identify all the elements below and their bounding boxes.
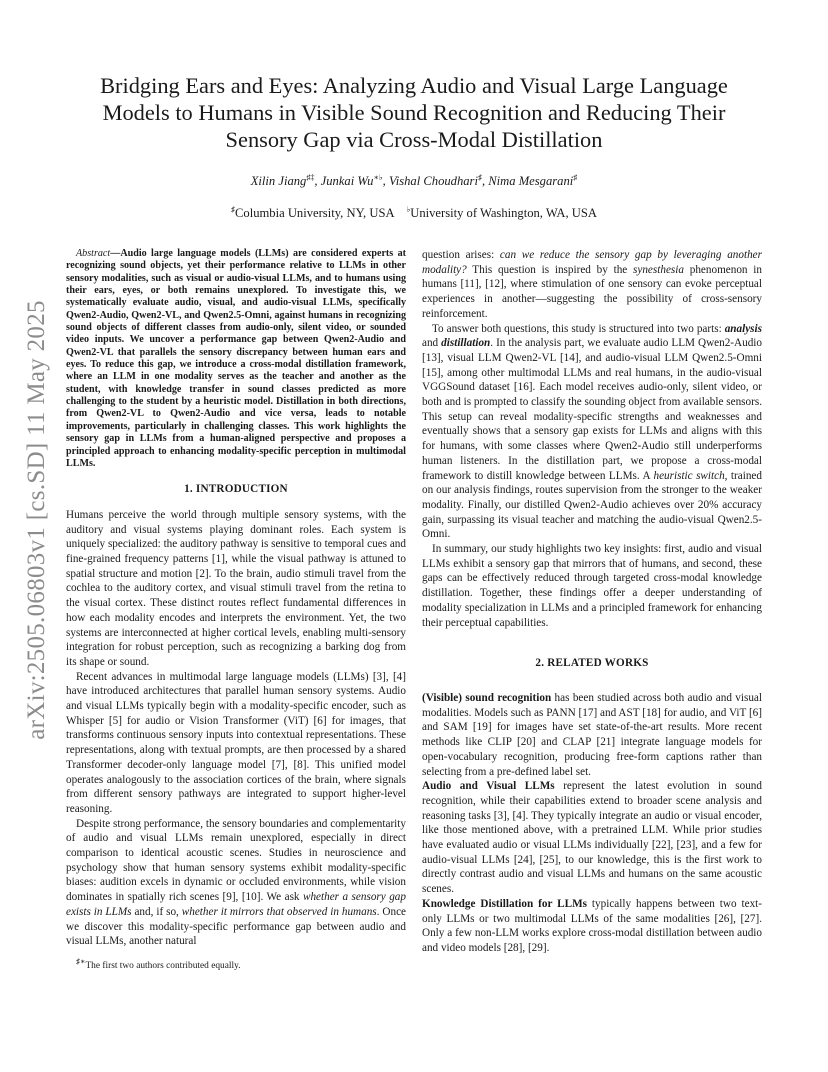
footnote-marks: ♯∗ bbox=[76, 956, 86, 966]
author-name: Nima Mesgarani bbox=[488, 174, 574, 188]
abstract bbox=[66, 248, 406, 470]
related-paragraph: (Visible) sound recognition has been studied across both audio and visual modalities. Models such as PANN [17] and AST [18] for audio, and ViT [6] and SAM [19] for images have set state-of-the-art results. More recent methods like CLIP [20] and CLAP [21] integrate language models for open-vocabulary recognition, producing free-form captions rather than selecting from a pre-defined label set. bbox=[422, 691, 762, 778]
related-paragraph: Audio and Visual LLMs represent the latest evolution in sound recognition, while their capabilities extend to broader scene analysis and reasoning tasks [3], [4]. They typically integrate an audio or visual encoder, like those mentioned above, with a pretrained LLM. While prior studies have evaluated audio or visual LLMs individually [22], [23], and a few for audio-visual LLMs [24], [25], to our knowledge, this is the first work to directly contrast audio and visual LLMs and humans on the same acoustic scenes. bbox=[422, 780, 762, 896]
affiliation-list bbox=[70, 206, 758, 221]
intro-paragraph: To answer both questions, this study is structured into two parts: analysis and distillation. In the analysis part, we evaluate audio LLM Qwen2-Audio [13], visual LLM Qwen2-VL [14], and audio-visual LLM Qwen2.5-Omni [15], among other multimodal LLMs and real humans, in the audio-visual VGGSound dataset [16]. Each model receives audio-only, silent video, or both and is prompted to classify the sounding object from available sensors. This setup can reveal modality-specific strengths and weaknesses and eventually shows that a sensory gap exists for LLMs and aligns with this for humans, with some classes where Qwen2-Audio still underperforms human listeners. In the distillation part, we propose a cross-modal framework to distill knowledge between LLMs. A heuristic switch, trained on our analysis findings, routes supervision from the stronger to the weaker modality. Finally, our distilled Qwen2-Audio achieves over 20% accuracy gain, surpassing its visual teacher and matching the audio-visual Qwen2.5-Omni. bbox=[422, 322, 762, 541]
author-marks: ♯ bbox=[477, 172, 482, 182]
author-marks: ∗♭ bbox=[373, 172, 383, 182]
arxiv-identifier-stamp bbox=[22, 280, 52, 760]
author-name: Junkai Wu bbox=[320, 174, 374, 188]
intro-paragraph: question arises: can we reduce the sensory gap by leveraging another modality? This question is inspired by the synesthesia phenomenon in humans [11], [12], where stimulation of one sensory can evoke perceptual experiences in another—suggesting the possibility of cross-sensory reinforcement. bbox=[422, 249, 762, 320]
related-paragraph: Knowledge Distillation for LLMs typically happens between two text-only LLMs or two multimodal LLMs of the same modalities [26], [27]. Only a few non-LLM works explore cross-modal distillation between audio and video models [28], [29]. bbox=[422, 897, 762, 954]
author-name: Vishal Choudhari bbox=[388, 174, 478, 188]
left-column bbox=[66, 248, 406, 949]
abstract-lead: Abstract bbox=[76, 248, 111, 259]
author-marks: ♯‡ bbox=[306, 172, 315, 182]
author-name: Xilin Jiang bbox=[250, 174, 307, 188]
author-list: Xilin Jiang♯‡, Junkai Wu∗♭, Vishal Choudhari♯, Nima Mesgarani♯ bbox=[250, 172, 578, 188]
affiliation-mark: ♭ bbox=[406, 204, 411, 214]
footnote bbox=[76, 956, 406, 972]
intro-paragraph: Despite strong performance, the sensory boundaries and complementarity of audio and visual LLMs remain unexplored, especially in direct comparison to identical acoustic scenes. Studies in neuroscience and psychology show that human sensory systems exhibit modality-specific biases: audition excels in dynamic or occluded environments, while vision dominates in spatially rich scenes [9], [10]. We ask whether a sensory gap exists in LLMs and, if so, whether it mirrors that observed in humans. Once we discover this modality-specific performance gap between audio and visual LLMs, another natural bbox=[66, 817, 406, 948]
author-marks: ♯ bbox=[573, 172, 578, 182]
right-column bbox=[422, 248, 762, 956]
affiliation-text: Columbia University, NY, USA bbox=[235, 206, 394, 220]
section-heading-related-works: 2. RELATED WORKS bbox=[535, 657, 649, 670]
intro-paragraph: Humans perceive the world through multiple sensory systems, with the auditory and visual systems playing dominant roles. Each system is uniquely specialized: the auditory pathway is sensitive to temporal cues and fine-grained frequency patterns [1], while the visual pathway is attuned to spatial structure and motion [2]. To the brain, audio stimuli travel from the cochlea to the auditory cortex, and visual stimuli travel from the retina to the visual cortex. These distinct routes reflect fundamental differences in how each modality encodes and interprets the environment. Yet, the two systems are interconnected at higher cortical levels, enabling multi-sensory integration for robust perception, such as recognizing a barking dog from its shape or sound. bbox=[66, 508, 406, 668]
paper-title: Bridging Ears and Eyes: Analyzing Audio and Visual Large Language Models to Humans in Visible Sound Recognition and Reducing Their Sensory Gap via Cross-Modal Distillation bbox=[100, 73, 728, 152]
arxiv-id-text: arXiv:2505.06803v1 [cs.SD] 11 May 2025 bbox=[23, 300, 51, 740]
footnote-text: The first two authors contributed equally. bbox=[85, 961, 241, 971]
affiliation-text: University of Washington, WA, USA bbox=[410, 206, 597, 220]
intro-paragraph: Recent advances in multimodal large language models (LLMs) [3], [4] have introduced architectures that parallel human sensory systems. Audio and visual LLMs typically begin with a modality-specific encoder, such as Whisper [5] for audio or Vision Transformer (ViT) [6] for images, that transforms continuous sensory inputs into contextual representations. These representations, along with textual prompts, are then processed by a shared Transformer decoder-only language model [7], [8]. This unified model operates analogously to the association cortices of the brain, where signals from different sensory pathways are integrated to support higher-level reasoning. bbox=[66, 670, 406, 815]
abstract-body: —Audio large language models (LLMs) are considered experts at recognizing sound objects, yet their performance relative to LLMs in other sensory modalities, such as visual or audio-visual LLMs, and to humans using their ears, eyes, or both remains unexplored. To investigate this, we systematically evaluate audio, visual, and audio-visual LLMs, specifically Qwen2-Audio, Qwen2-VL, and Qwen2.5-Omni, against humans in recognizing sound objects of different classes from audio-only, silent video, or sounded video inputs. We uncover a performance gap between Qwen2-Audio and Qwen2-VL that parallels the sensory discrepancy between human ears and eyes. To reduce this gap, we introduce a cross-modal distillation framework, where an LLM in one modality serves as the teacher and another as the student, with knowledge transfer in sound classes predicted as more challenging to the student by a heuristic model. Distillation in both directions, from Qwen2-VL to Qwen2-Audio and vice versa, leads to notable improvements, particularly in challenging classes. This work highlights the sensory gap in LLMs from a human-aligned perspective and proposes a principled approach to enhancing modality-specific perception in multimodal LLMs. bbox=[66, 248, 406, 469]
affiliation-mark: ♯ bbox=[231, 204, 236, 214]
section-heading-introduction: 1. INTRODUCTION bbox=[184, 483, 288, 496]
intro-paragraph: In summary, our study highlights two key insights: first, audio and visual LLMs exhibit a sensory gap that mirrors that of humans, and second, these gaps can be effectively reduced through targeted cross-modal knowledge distillation. Together, these findings offer a deeper understanding of modality specialization in LLMs and a principled framework for enhancing their perceptual capabilities. bbox=[422, 543, 762, 629]
